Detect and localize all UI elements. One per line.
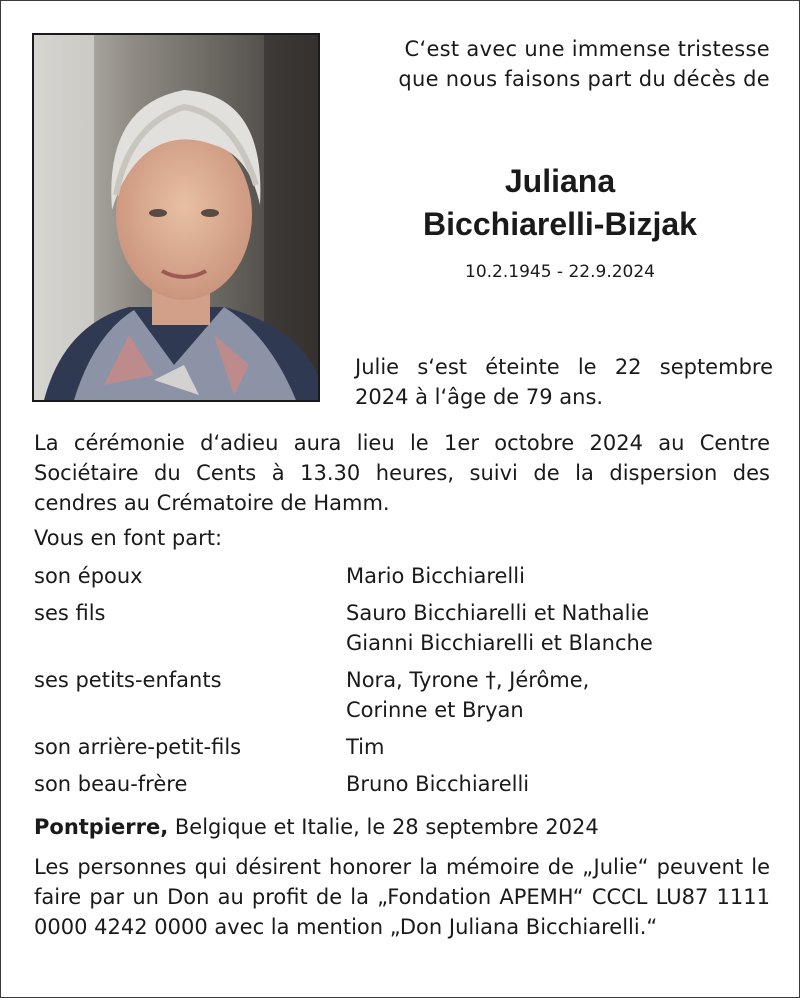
family-relation: son beau-frère [34,772,188,796]
family-names [346,665,770,725]
family-names [346,598,770,658]
family-relation: ses fils [34,601,106,625]
family-names [346,561,770,591]
intro-line-2: que nous faisons part du décès de [398,67,770,91]
first-name: Juliana [504,163,616,199]
place-town: Pontpierre, [34,815,169,839]
portrait-photo [32,33,320,402]
deceased-name [340,160,780,246]
family-relation: son arrière-petit-fils [34,735,242,759]
family-relation: ses petits-enfants [34,668,222,692]
family-name-line: Bruno Bicchiarelli [346,772,530,796]
life-dates: 10.2.1945 - 22.9.2024 [465,262,655,282]
announce-label: Vous en font part: [34,526,223,550]
family-row [34,769,770,799]
family-relation: son époux [34,564,143,588]
last-name: Bicchiarelli-Bizjak [423,206,697,242]
family-row [34,561,770,591]
family-name-line: Tim [346,735,385,759]
family-list [34,561,770,806]
family-name-line: Gianni Bicchiarelli et Blanche [346,631,653,655]
family-names [346,769,770,799]
family-name-line: Sauro Bicchiarelli et Nathalie [346,601,650,625]
family-row [34,732,770,762]
intro-text [340,34,770,94]
place-date-line [34,812,599,842]
family-name-line: Mario Bicchiarelli [346,564,525,588]
place-rest: Belgique et Italie, le 28 septembre 2024 [168,815,599,839]
ceremony-text: La cérémonie d‘adieu aura lieu le 1er octobre 2024 au Centre Sociétaire du Cents à 13.30 heures, suivi de la dispersion des cendres au Crématoire de Hamm. [34,431,770,515]
family-name-line: Corinne et Bryan [346,698,524,722]
donation-text: Les personnes qui désirent honorer la mémoire de „Julie“ peuvent le faire par un Don au profit de la „Fondation APEMH“ CCCL LU87 1111 0000 4242 0000 avec la mention „Don Juliana Bicchiarelli.“ [34,855,770,939]
passed-away-text: Julie s‘est éteinte le 22 septembre 2024 à l‘âge de 79 ans. [355,355,773,409]
family-name-line: Nora, Tyrone †, Jérôme, [346,668,590,692]
family-row [34,665,770,725]
intro-line-1: C‘est avec une immense tristesse [404,37,770,61]
family-names [346,732,770,762]
family-row [34,598,770,658]
